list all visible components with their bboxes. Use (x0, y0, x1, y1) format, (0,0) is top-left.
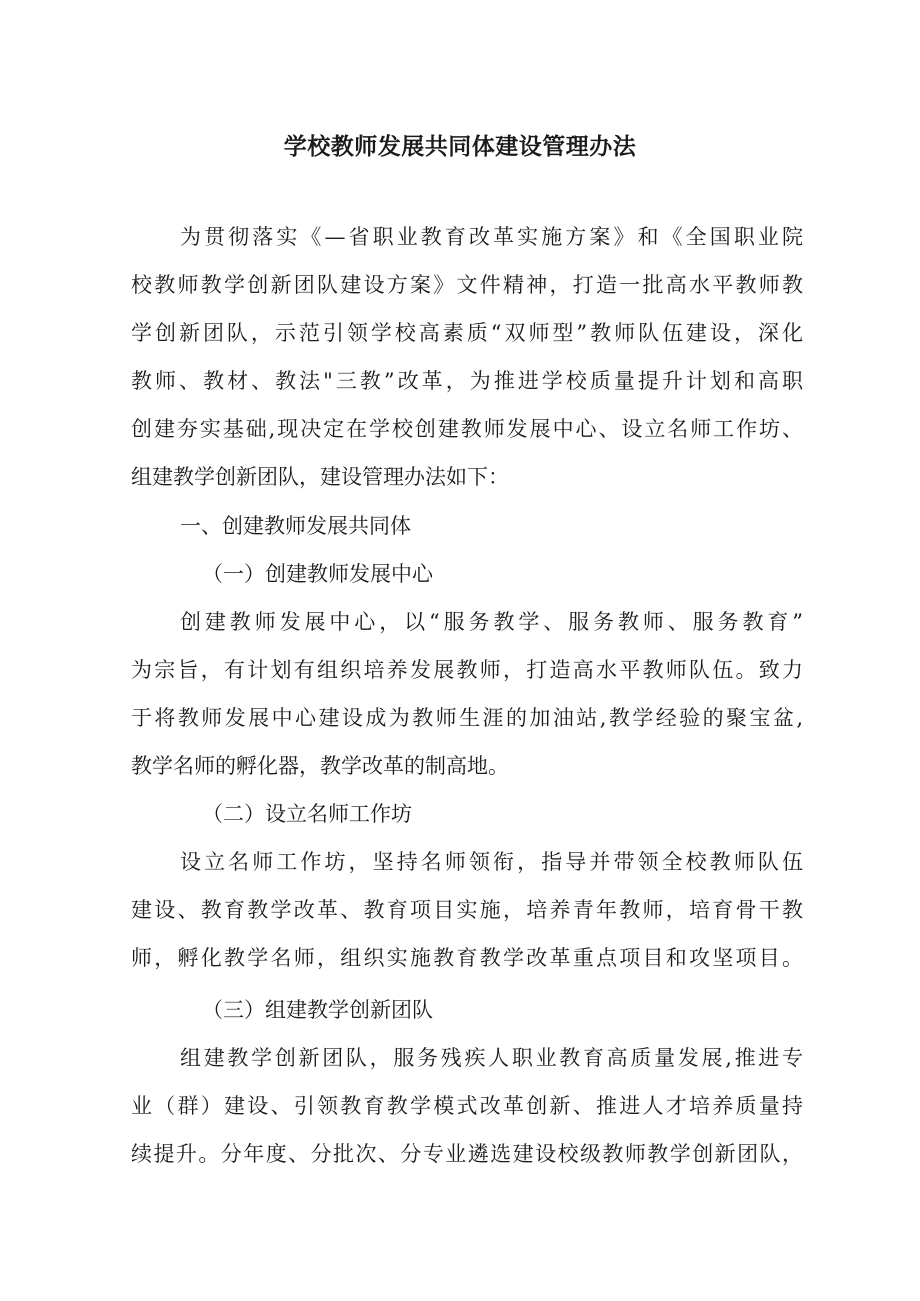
paragraph-line: 教师、教材、教法"三教”改革，为推进学校质量提升计划和高职 (131, 369, 803, 393)
paragraph-line: 教学名师的孵化器，教学改革的制高地。 (131, 754, 509, 778)
paragraph-line: 师，孵化教学名师，组织实施教育教学改革重点项目和攻坚项目。 (131, 946, 803, 970)
paragraph-line: 续提升。分年度、分批次、分专业遴选建设校级教师教学创新团队， (131, 1142, 803, 1166)
paragraph-line: 于将教师发展中心建设成为教师生涯的加油站,教学经验的聚宝盆, (131, 706, 803, 730)
paragraph-line: 为贯彻落实《—省职业教育改革实施方案》和《全国职业院 (180, 225, 803, 249)
paragraph-line: 校教师教学创新团队建设方案》文件精神，打造一批高水平教师教 (131, 273, 803, 297)
document-title: 学校教师发展共同体建设管理办法 (283, 134, 637, 160)
subsection-heading: （一）创建教师发展中心 (202, 562, 433, 586)
paragraph-line: 组建教学创新团队，建设管理办法如下： (131, 465, 509, 489)
paragraph-line: 设立名师工作坊，坚持名师领衔，指导并带领全校教师队伍 (180, 850, 803, 874)
paragraph-line: 创建夯实基础,现决定在学校创建教师发展中心、设立名师工作坊、 (131, 417, 803, 441)
paragraph-line: 建设、教育教学改革、教育项目实施，培养青年教师，培育骨干教 (131, 898, 803, 922)
paragraph-line: 学创新团队，示范引领学校高素质“双师型”教师队伍建设，深化 (131, 321, 803, 345)
paragraph-line: 组建教学创新团队，服务残疾人职业教育高质量发展,推进专 (180, 1046, 803, 1070)
paragraph-line: 业（群）建设、引领教育教学模式改革创新、推进人才培养质量持 (131, 1094, 803, 1118)
subsection-heading: （三）组建教学创新团队 (202, 998, 433, 1022)
paragraph-line: 为宗旨，有计划有组织培养发展教师，打造高水平教师队伍。致力 (131, 658, 803, 682)
subsection-heading: （二）设立名师工作坊 (202, 802, 412, 826)
paragraph-line: 创建教师发展中心，以“服务教学、服务教师、服务教育” (180, 610, 803, 634)
section-heading: 一、创建教师发展共同体 (180, 514, 411, 538)
